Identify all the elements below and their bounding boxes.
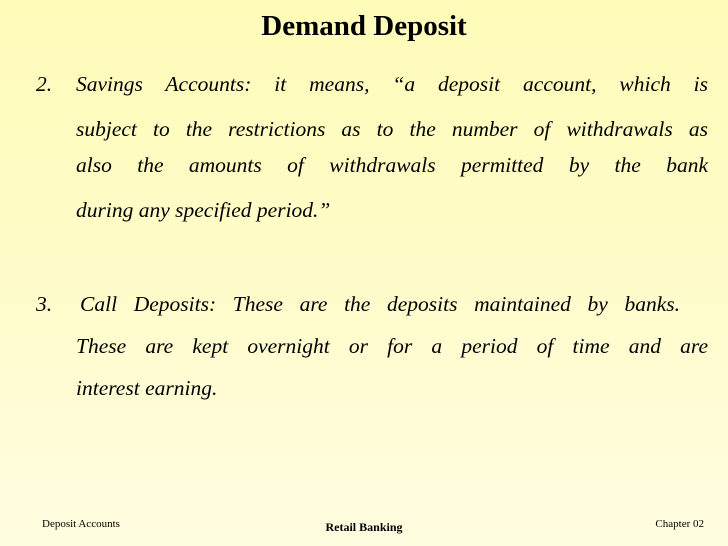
item-line: interest earning.	[76, 376, 218, 400]
list-item-savings-accounts	[36, 72, 708, 242]
item-line: Savings Accounts: it means, “a deposit account, which is	[76, 72, 708, 96]
slide-title: Demand Deposit	[261, 10, 467, 42]
footer-right: Chapter 02	[655, 518, 704, 530]
item-line: during any specified period.”	[76, 198, 331, 222]
item-line: These are kept overnight or for a period of time and are	[76, 334, 708, 358]
item-number: 3.	[36, 292, 53, 316]
list-item-call-deposits	[36, 292, 708, 422]
item-line: subject to the restrictions as to the number of withdrawals as	[76, 117, 708, 141]
item-line: Call Deposits: These are the deposits maintained by banks.	[80, 292, 680, 316]
item-line: also the amounts of withdrawals permitted by the bank	[76, 153, 708, 177]
item-number: 2.	[36, 72, 53, 96]
footer-left: Deposit Accounts	[42, 518, 120, 530]
footer-center: Retail Banking	[325, 520, 403, 534]
